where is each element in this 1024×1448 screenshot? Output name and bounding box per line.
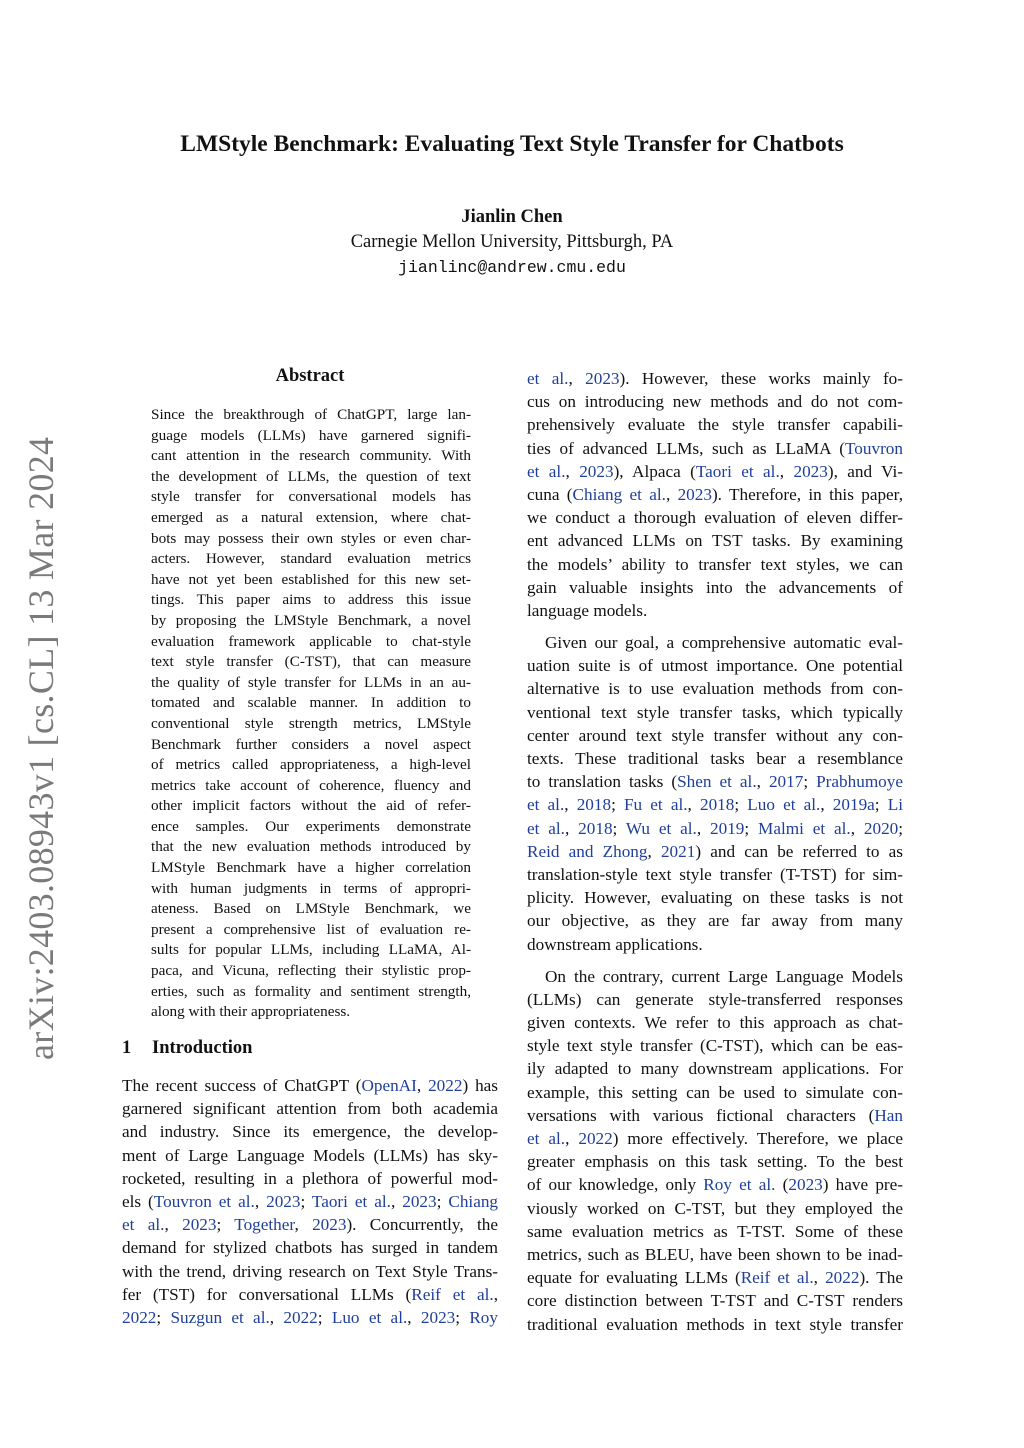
text-segment: uation suite is of utmost importance. One potential bbox=[527, 656, 903, 676]
text-segment: we conduct a thorough evaluation of eleven differ- bbox=[527, 508, 903, 528]
text-line bbox=[527, 413, 903, 436]
text-segment: , bbox=[565, 1129, 579, 1148]
citation-link[interactable]: 2022 bbox=[825, 1268, 860, 1288]
text-line bbox=[527, 840, 903, 863]
citation-link[interactable]: Taori et al. bbox=[311, 1191, 391, 1211]
text-line: erties, such as formality and sentiment strength, bbox=[151, 982, 471, 1000]
text-line bbox=[527, 724, 903, 747]
text-line: sults for popular LLMs, including LLaMA, Al- bbox=[151, 941, 471, 959]
text-line bbox=[122, 1306, 498, 1329]
text-segment: ). However, these works mainly fo- bbox=[619, 369, 903, 388]
text-segment: ent advanced LLMs on TST tasks. By examining bbox=[527, 531, 903, 551]
text-segment: rocketed, resulting in a plethora of powerful mod- bbox=[122, 1168, 498, 1188]
text-line bbox=[122, 1074, 498, 1097]
text-segment: , bbox=[407, 1307, 421, 1327]
text-line bbox=[122, 1236, 498, 1259]
text-line: that the new evaluation methods introduced by bbox=[151, 838, 471, 856]
text-segment: garnered significant attention from both academia bbox=[122, 1099, 498, 1119]
citation-link[interactable]: Malmi et al. bbox=[758, 818, 851, 838]
text-line bbox=[527, 1289, 903, 1312]
text-segment: traditional evaluation methods in text style transfer bbox=[527, 1314, 903, 1334]
text-segment: metrics, such as BLEU, have been shown to be inad- bbox=[527, 1244, 903, 1264]
citation-link[interactable]: 2022 bbox=[428, 1076, 463, 1095]
citation-link[interactable]: et al. bbox=[527, 369, 569, 388]
text-line bbox=[527, 1266, 903, 1289]
text-line bbox=[527, 793, 903, 816]
text-line: emerged as a natural extension, where chat- bbox=[151, 508, 471, 526]
text-segment: ; bbox=[744, 818, 759, 838]
text-segment: cuna ( bbox=[527, 484, 573, 504]
text-line bbox=[122, 1167, 498, 1190]
text-segment: ; bbox=[317, 1307, 332, 1327]
text-line bbox=[527, 965, 903, 988]
citation-link[interactable]: 2023 bbox=[182, 1215, 217, 1235]
text-segment: ; bbox=[874, 795, 888, 815]
section-heading-introduction bbox=[122, 1038, 252, 1059]
text-segment: with the trend, driving research on Text Style Trans- bbox=[122, 1261, 498, 1281]
text-line bbox=[527, 654, 903, 677]
text-segment: The recent success of ChatGPT ( bbox=[122, 1076, 362, 1095]
citation-link[interactable]: 2018 bbox=[576, 795, 612, 815]
text-line: ateness. Based on LMStyle Benchmark, we bbox=[151, 900, 471, 918]
text-line: by proposing the LMStyle Benchmark, a novel bbox=[151, 611, 471, 629]
citation-link[interactable]: et al. bbox=[527, 795, 565, 815]
text-line: Benchmark further considers a novel aspect bbox=[151, 735, 471, 753]
text-segment: gain valuable insights into the advancements of bbox=[527, 577, 903, 597]
text-line bbox=[527, 770, 903, 793]
citation-link[interactable]: Reid and Zhong bbox=[527, 841, 648, 861]
text-line: bots may possess their own styles or even char- bbox=[151, 529, 471, 547]
text-line: evaluation framework applicable to chat-style bbox=[151, 632, 471, 650]
text-line bbox=[527, 1313, 903, 1336]
citation-link[interactable]: Touvron bbox=[845, 438, 903, 458]
text-line: ence samples. Our experiments demonstrate bbox=[151, 817, 471, 835]
text-segment: downstream applications. bbox=[527, 934, 703, 954]
citation-link[interactable]: 2022 bbox=[283, 1307, 318, 1327]
text-segment: , bbox=[390, 1191, 403, 1211]
text-line: acters. However, standard evaluation metrics bbox=[151, 550, 471, 568]
text-segment: ment of Large Language Models (LLMs) has sky- bbox=[122, 1145, 498, 1165]
text-segment: example, this setting can be used to simulate con- bbox=[527, 1082, 903, 1102]
text-line: of metrics called appropriateness, a high-level bbox=[151, 756, 471, 774]
text-segment: same evaluation metrics as T-TST. Some of these bbox=[527, 1221, 903, 1241]
text-line: Since the breakthrough of ChatGPT, large lan- bbox=[151, 406, 471, 423]
citation-link[interactable]: 2019 bbox=[710, 818, 745, 838]
author-name: Jianlin Chen bbox=[461, 207, 563, 227]
text-segment: viously worked on C-TST, but they employed the bbox=[527, 1198, 903, 1218]
citation-link[interactable]: et al. bbox=[527, 461, 566, 481]
citation-link[interactable]: Reif et al. bbox=[740, 1268, 814, 1288]
text-line bbox=[527, 1057, 903, 1080]
text-segment: to translation tasks ( bbox=[527, 772, 678, 792]
paragraph bbox=[527, 367, 903, 622]
text-line bbox=[527, 460, 903, 483]
citation-link[interactable]: Reif et al. bbox=[411, 1284, 494, 1304]
text-segment: ) more effectively. Therefore, we place bbox=[612, 1129, 903, 1148]
text-segment: , bbox=[813, 1268, 826, 1288]
text-segment: ). Therefore, in this paper, bbox=[711, 484, 903, 504]
citation-link[interactable]: 2022 bbox=[122, 1307, 157, 1327]
text-line bbox=[527, 747, 903, 770]
text-segment: ; bbox=[436, 1191, 449, 1211]
text-line: present a comprehensive list of evaluation re- bbox=[151, 920, 471, 938]
citation-link[interactable]: et al. bbox=[527, 818, 565, 838]
citation-link[interactable]: 2023 bbox=[312, 1215, 347, 1235]
text-segment: demand for stylized chatbots has surged in tandem bbox=[122, 1238, 498, 1258]
author-email[interactable]: jianlinc@andrew.cmu.edu bbox=[398, 258, 626, 277]
text-segment: versations with various fictional characters ( bbox=[527, 1105, 875, 1125]
text-segment: , bbox=[687, 795, 700, 815]
text-segment: the models’ ability to transfer text styles, we can bbox=[527, 554, 903, 574]
text-segment: , bbox=[416, 1076, 429, 1095]
text-line bbox=[527, 863, 903, 886]
citation-link[interactable]: Han bbox=[874, 1105, 903, 1125]
text-segment: ; bbox=[734, 795, 748, 815]
citation-link[interactable]: Roy et al. bbox=[703, 1175, 776, 1195]
citation-link[interactable]: Touvron et al. bbox=[153, 1191, 255, 1211]
citation-link[interactable]: Suzgun et al. bbox=[170, 1307, 270, 1327]
text-segment: and industry. Since its emergence, the develop- bbox=[122, 1122, 498, 1142]
text-line bbox=[527, 576, 903, 599]
author-affiliation: Carnegie Mellon University, Pittsburgh, PA bbox=[350, 232, 674, 252]
text-line bbox=[527, 1127, 903, 1150]
text-segment: prehensively evaluate the style transfer capabili- bbox=[527, 415, 903, 435]
citation-link[interactable]: OpenAI bbox=[361, 1076, 417, 1095]
text-segment: , bbox=[779, 461, 794, 481]
text-segment: ). The bbox=[859, 1268, 903, 1288]
section-number: 1 bbox=[122, 1038, 132, 1058]
paragraph bbox=[527, 631, 903, 956]
text-line bbox=[122, 1260, 498, 1283]
citation-link[interactable]: 2020 bbox=[863, 818, 899, 838]
citation-link[interactable]: 2023 bbox=[266, 1191, 301, 1211]
text-line bbox=[527, 506, 903, 529]
text-line bbox=[527, 631, 903, 654]
citation-link[interactable]: et al. bbox=[122, 1215, 165, 1235]
text-segment: translation-style text style transfer (T-TST) for sim- bbox=[527, 864, 903, 884]
text-segment: ily adapted to many downstream applications. For bbox=[527, 1059, 903, 1079]
text-line bbox=[527, 886, 903, 909]
text-line: cant attention in the research community. With bbox=[151, 447, 471, 465]
text-segment: ; bbox=[803, 772, 817, 792]
citation-link[interactable]: Taori et al. bbox=[695, 461, 780, 481]
text-segment: ; bbox=[300, 1191, 312, 1211]
right-column-text bbox=[527, 367, 903, 1336]
text-segment: , bbox=[756, 772, 769, 792]
citation-link[interactable]: 2018 bbox=[578, 818, 613, 838]
text-segment: els ( bbox=[122, 1191, 154, 1211]
text-line: have not yet been established for this new set- bbox=[151, 570, 471, 588]
text-segment: , bbox=[696, 818, 711, 838]
text-segment: , bbox=[568, 369, 586, 388]
text-line bbox=[527, 483, 903, 506]
text-segment: , bbox=[564, 795, 577, 815]
text-segment: ), and Vi- bbox=[827, 461, 903, 481]
text-line bbox=[122, 1213, 498, 1236]
text-segment: alternative is to use evaluation methods from con- bbox=[527, 679, 903, 699]
text-segment: Given our goal, a comprehensive automatic eval- bbox=[545, 633, 903, 653]
citation-link[interactable]: 2023 bbox=[579, 461, 614, 481]
citation-link[interactable]: 2023 bbox=[793, 461, 828, 481]
text-segment: ; bbox=[216, 1215, 235, 1235]
text-segment: , bbox=[294, 1215, 313, 1235]
citation-link[interactable]: Fu et al. bbox=[623, 795, 688, 815]
text-line: LMStyle Benchmark have a higher correlation bbox=[151, 859, 471, 877]
text-segment: (LLMs) can generate style-transferred responses bbox=[527, 989, 903, 1009]
citation-link[interactable]: 2023 bbox=[677, 484, 712, 504]
text-line bbox=[527, 1104, 903, 1127]
abstract-body bbox=[151, 405, 471, 1023]
text-line bbox=[527, 1220, 903, 1243]
text-line bbox=[527, 1034, 903, 1057]
text-line: conventional style strength metrics, LMStyle bbox=[151, 714, 471, 732]
text-segment: , bbox=[565, 461, 580, 481]
text-segment: ; bbox=[611, 795, 624, 815]
text-segment: ties of advanced LLMs, such as LLaMA ( bbox=[527, 438, 845, 458]
citation-link[interactable]: Prabhumoye bbox=[816, 772, 903, 792]
citation-link[interactable]: Luo et al. bbox=[331, 1307, 408, 1327]
text-segment: ) have pre- bbox=[822, 1175, 903, 1195]
citation-link[interactable]: 2021 bbox=[660, 841, 696, 861]
text-line bbox=[527, 599, 903, 622]
text-segment: , bbox=[665, 484, 678, 504]
text-segment: cus on introducing new methods and do not com- bbox=[527, 392, 903, 412]
text-line bbox=[527, 553, 903, 576]
arxiv-identifier[interactable]: arXiv:2403.08943v1 [cs.CL] 13 Mar 2024 bbox=[21, 436, 61, 1060]
text-segment: , bbox=[493, 1284, 498, 1304]
text-segment: texts. These traditional tasks bear a resemblance bbox=[527, 749, 903, 768]
text-segment: , bbox=[269, 1307, 284, 1327]
text-line bbox=[527, 1243, 903, 1266]
text-segment: ( bbox=[775, 1175, 789, 1195]
citation-link[interactable]: et al. bbox=[527, 1129, 566, 1148]
citation-link[interactable]: Together bbox=[234, 1215, 295, 1235]
citation-link[interactable]: 2022 bbox=[578, 1129, 613, 1148]
text-segment: core distinction between T-TST and C-TST renders bbox=[527, 1291, 903, 1311]
citation-link[interactable]: Chiang bbox=[448, 1191, 498, 1211]
text-line bbox=[122, 1190, 498, 1213]
text-line bbox=[527, 1173, 903, 1196]
text-line bbox=[527, 390, 903, 413]
text-line: paca, and Vicuna, reflecting their stylistic prop- bbox=[151, 962, 471, 980]
text-segment: ). Concurrently, the bbox=[346, 1215, 498, 1235]
citation-link[interactable]: Chiang et al. bbox=[572, 484, 666, 504]
text-line bbox=[527, 677, 903, 700]
text-segment: our objective, as they are far away from many bbox=[527, 911, 903, 931]
left-column-intro-text bbox=[122, 1074, 498, 1329]
text-segment: , bbox=[254, 1191, 267, 1211]
text-segment: ventional text style transfer tasks, which typically bbox=[527, 702, 903, 722]
citation-link[interactable]: 2018 bbox=[699, 795, 735, 815]
text-line bbox=[527, 1197, 903, 1220]
text-segment: ) has bbox=[462, 1076, 498, 1095]
paper-title: LMStyle Benchmark: Evaluating Text Style Transfer for Chatbots bbox=[180, 131, 844, 157]
text-line bbox=[527, 701, 903, 724]
text-segment: On the contrary, current Large Language Models bbox=[545, 966, 903, 986]
text-line: the development of LLMs, the question of text bbox=[151, 467, 471, 485]
text-line bbox=[527, 988, 903, 1011]
text-segment: center around text style transfer without any con- bbox=[527, 725, 903, 745]
text-line: tomated and scalable manner. In addition to bbox=[151, 694, 471, 712]
citation-link[interactable]: 2019a bbox=[832, 795, 875, 815]
text-line bbox=[527, 909, 903, 932]
text-line: other implicit factors without the aid of refer- bbox=[151, 797, 471, 815]
text-line: with human judgments in terms of appropri- bbox=[151, 879, 471, 897]
text-segment: greater emphasis on this task setting. To the best bbox=[527, 1152, 903, 1172]
text-line bbox=[122, 1097, 498, 1120]
text-line: along with their appropriateness. bbox=[151, 1003, 351, 1021]
citation-link[interactable]: 2023 bbox=[788, 1175, 823, 1195]
citation-link[interactable]: Li bbox=[887, 795, 903, 815]
section-title: Introduction bbox=[152, 1038, 253, 1058]
text-line bbox=[527, 1011, 903, 1034]
citation-link[interactable]: Wu et al. bbox=[625, 818, 697, 838]
text-segment: , bbox=[647, 841, 661, 861]
text-line bbox=[527, 367, 903, 390]
text-line bbox=[527, 933, 903, 956]
citation-link[interactable]: 2017 bbox=[768, 772, 804, 792]
text-segment: language models. bbox=[527, 600, 648, 620]
text-segment: ), Alpaca ( bbox=[613, 461, 696, 481]
text-line bbox=[527, 437, 903, 460]
text-segment: of our knowledge, only bbox=[527, 1175, 704, 1195]
text-segment: , bbox=[820, 795, 833, 815]
text-segment: given contexts. We refer to this approach as chat- bbox=[527, 1013, 903, 1033]
text-line: style transfer for conversational models has bbox=[151, 488, 471, 506]
text-segment: , bbox=[164, 1215, 183, 1235]
text-line: guage models (LLMs) have garnered signifi- bbox=[151, 426, 471, 444]
text-line bbox=[527, 529, 903, 552]
paragraph bbox=[527, 965, 903, 1336]
text-segment: ; bbox=[455, 1307, 470, 1327]
text-segment: ) and can be referred to as bbox=[695, 841, 903, 861]
citation-link[interactable]: Luo et al. bbox=[747, 795, 821, 815]
text-line bbox=[122, 1283, 498, 1306]
text-line bbox=[527, 817, 903, 840]
text-line bbox=[122, 1144, 498, 1167]
text-segment: ; bbox=[156, 1307, 171, 1327]
text-line bbox=[122, 1120, 498, 1143]
text-segment: , bbox=[850, 818, 864, 838]
text-segment: , bbox=[564, 818, 579, 838]
text-segment: ; bbox=[898, 818, 903, 838]
text-segment: equate for evaluating LLMs ( bbox=[527, 1268, 741, 1288]
text-segment: style text style transfer (C-TST), which can be eas- bbox=[527, 1036, 903, 1056]
text-line: tings. This paper aims to address this issue bbox=[151, 591, 471, 609]
abstract-heading: Abstract bbox=[275, 366, 345, 386]
citation-link[interactable]: Roy bbox=[469, 1307, 498, 1327]
citation-link[interactable]: 2023 bbox=[420, 1307, 456, 1327]
text-line: text style transfer (C-TST), that can measure bbox=[151, 653, 471, 671]
text-segment: plicity. However, evaluating on these tasks is not bbox=[527, 888, 903, 908]
text-line: metrics take account of coherence, fluency and bbox=[151, 776, 471, 794]
citation-link[interactable]: Shen et al. bbox=[677, 772, 757, 792]
text-line: the quality of style transfer for LLMs in an au- bbox=[151, 673, 471, 691]
text-line bbox=[527, 1150, 903, 1173]
text-line bbox=[527, 1081, 903, 1104]
citation-link[interactable]: 2023 bbox=[585, 369, 620, 388]
citation-link[interactable]: 2023 bbox=[402, 1191, 437, 1211]
paragraph bbox=[122, 1074, 498, 1329]
text-segment: ; bbox=[612, 818, 626, 838]
text-segment: fer (TST) for conversational LLMs ( bbox=[122, 1284, 412, 1304]
